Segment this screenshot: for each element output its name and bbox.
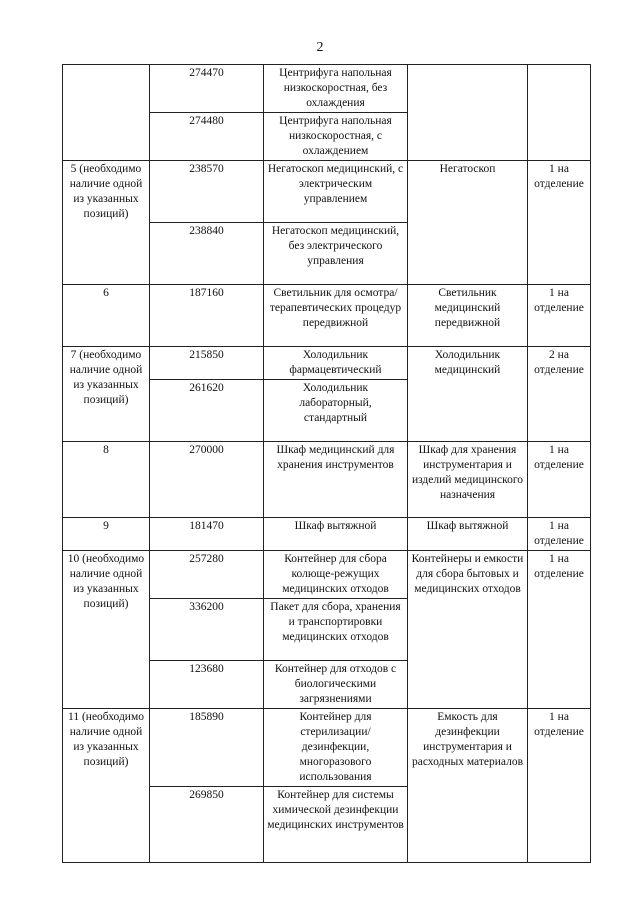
equipment-name-cell: Пакет для сбора, хранения и транспортировки медицинских отходов [264, 599, 408, 661]
quantity-cell: 1 на отделение [528, 285, 591, 347]
equipment-type-cell: Шкаф вытяжной [408, 518, 528, 551]
quantity-cell: 1 на отделение [528, 161, 591, 285]
quantity-cell: 1 на отделение [528, 442, 591, 518]
quantity-cell: 1 на отделение [528, 518, 591, 551]
equipment-table-body [63, 65, 591, 863]
code-cell: 215850 [150, 347, 264, 380]
code-cell: 336200 [150, 599, 264, 661]
table-row [63, 285, 591, 347]
equipment-name-cell: Контейнер для системы химической дезинфекции медицинских инструментов [264, 787, 408, 863]
equipment-name-cell: Негатоскоп медицинский, с электрическим управлением [264, 161, 408, 223]
code-cell: 185890 [150, 709, 264, 787]
position-cell: 9 [63, 518, 150, 551]
equipment-table [62, 64, 591, 863]
equipment-type-cell [408, 65, 528, 161]
table-row [63, 65, 591, 113]
quantity-cell: 1 на отделение [528, 709, 591, 863]
equipment-type-cell: Холодильник медицинский [408, 347, 528, 442]
page-number: 2 [316, 40, 324, 55]
equipment-name-cell: Контейнер для отходов с биологическими загрязнениями [264, 661, 408, 709]
equipment-name-cell: Шкаф вытяжной [264, 518, 408, 551]
equipment-name-cell: Контейнер для сбора колюще-режущих медицинских отходов [264, 551, 408, 599]
table-row [63, 442, 591, 518]
equipment-name-cell: Контейнер для стерилизации/ дезинфекции, многоразового использования [264, 709, 408, 787]
equipment-type-cell: Шкаф для хранения инструментария и изделий медицинского назначения [408, 442, 528, 518]
code-cell: 238570 [150, 161, 264, 223]
position-cell: 11 (необходимо наличие одной из указанных позиций) [63, 709, 150, 863]
code-cell: 269850 [150, 787, 264, 863]
table-row [63, 347, 591, 380]
equipment-name-cell: Холодильник лабораторный, стандартный [264, 380, 408, 442]
code-cell: 261620 [150, 380, 264, 442]
quantity-cell: 1 на отделение [528, 551, 591, 709]
table-row [63, 551, 591, 599]
equipment-type-cell: Контейнеры и емкости для сбора бытовых и медицинских отходов [408, 551, 528, 709]
code-cell: 181470 [150, 518, 264, 551]
equipment-type-cell: Емкость для дезинфекции инструментария и расходных материалов [408, 709, 528, 863]
table-row [63, 709, 591, 787]
code-cell: 274480 [150, 113, 264, 161]
position-cell [63, 65, 150, 161]
equipment-name-cell: Негатоскоп медицинский, без электрического управления [264, 223, 408, 285]
quantity-cell [528, 65, 591, 161]
table-row [63, 518, 591, 551]
equipment-name-cell: Центрифуга напольная низкоскоростная, с охлаждением [264, 113, 408, 161]
code-cell: 123680 [150, 661, 264, 709]
position-cell: 10 (необходимо наличие одной из указанных позиций) [63, 551, 150, 709]
quantity-cell: 2 на отделение [528, 347, 591, 442]
position-cell: 6 [63, 285, 150, 347]
equipment-name-cell: Центрифуга напольная низкоскоростная, без охлаждения [264, 65, 408, 113]
position-cell: 7 (необходимо наличие одной из указанных позиций) [63, 347, 150, 442]
equipment-type-cell: Светильник медицинский передвижной [408, 285, 528, 347]
code-cell: 187160 [150, 285, 264, 347]
equipment-name-cell: Светильник для осмотра/ терапевтических процедур передвижной [264, 285, 408, 347]
table-row [63, 161, 591, 223]
equipment-type-cell: Негатоскоп [408, 161, 528, 285]
code-cell: 274470 [150, 65, 264, 113]
position-cell: 8 [63, 442, 150, 518]
position-cell: 5 (необходимо наличие одной из указанных позиций) [63, 161, 150, 285]
equipment-name-cell: Шкаф медицинский для хранения инструментов [264, 442, 408, 518]
code-cell: 238840 [150, 223, 264, 285]
code-cell: 257280 [150, 551, 264, 599]
equipment-name-cell: Холодильник фармацевтический [264, 347, 408, 380]
code-cell: 270000 [150, 442, 264, 518]
